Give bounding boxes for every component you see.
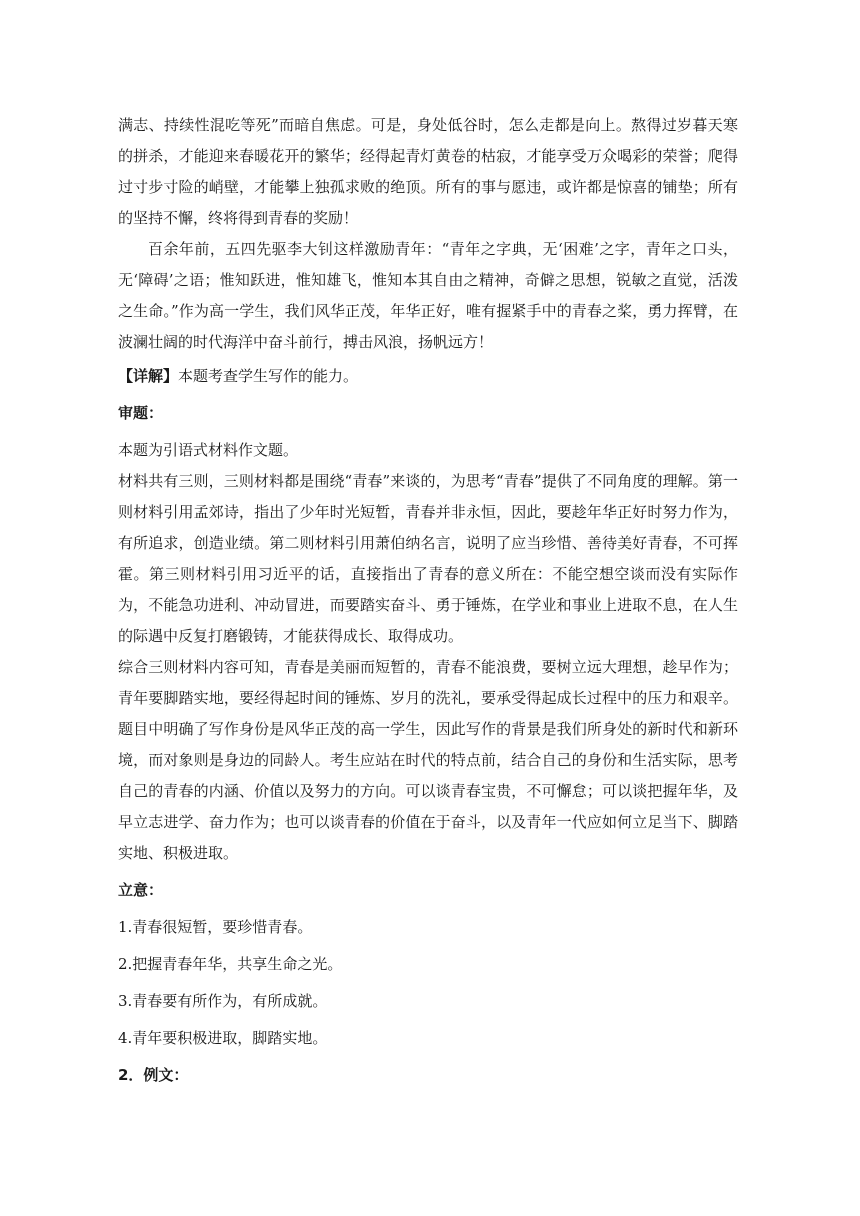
shenti-paragraph-3: 综合三则材料内容可知，青春是美丽而短暂的，青春不能浪费，要树立远大理想，趁早作为；青年要脚踏实地，要经得起时间的锤炼、岁月的洗礼，要承受得起成长过程中的压力和艰辛。题目中明确了写作身份是风华正茂的高一学生，因此写作的背景是我们所身处的新时代和新环境，而对象则是身边的同龄人。考生应站在时代的特点前，结合自己的身份和生活实际，思考自己的青春的内涵、价值以及努力的方向。可以谈青春宝贵，不可懈怠；可以谈把握年华，及早立志进学、奋力作为；也可以谈青春的价值在于奋斗，以及青年一代应如何立足当下、脚踏实地、积极进取。 bbox=[118, 658, 738, 862]
detail-line bbox=[118, 361, 738, 392]
shenti-paragraph-2: 材料共有三则，三则材料都是围绕“青春”来谈的，为思考“青春”提供了不同角度的理解。第一则材料引用孟郊诗，指出了少年时光短暂，青春并非永恒，因此，要趁年华正好时努力作为，有所追求，创造业绩。第二则材料引用萧伯纳名言，说明了应当珍惜、善待美好青春，不可挥霍。第三则材料引用习近平的话，直接指出了青春的意义所在：不能空想空谈而没有实际作为，不能急功进利、冲动冒进，而要踏实奋斗、勇于锤炼，在学业和事业上进取不息，在人生的际遇中反复打磨锻铸，才能获得成长、取得成功。 bbox=[118, 472, 738, 645]
shenti-paragraph-1: 本题为引语式材料作文题。 bbox=[118, 441, 299, 459]
example-heading: 2．例文： bbox=[118, 1066, 189, 1084]
document-page bbox=[118, 110, 738, 1091]
liyi-item-1: 1.青春很短暂，要珍惜青春。 bbox=[118, 918, 313, 936]
liyi-heading: 立意： bbox=[118, 881, 164, 899]
essay-paragraph-2: 百余年前，五四先驱李大钊这样激励青年：“青年之字典，无‘困难’之字，青年之口头，无‘障碍’之语；惟知跃进，惟知雄飞，惟知本其自由之精神，奇僻之思想，锐敏之直觉，活泼之生命。”作为高一学生，我们风华正茂，年华正好，唯有握紧手中的青春之桨，勇力挥臂，在波澜壮阔的时代海洋中奋斗前行，搏击风浪，扬帆远方！ bbox=[118, 240, 738, 351]
liyi-item-3: 3.青春要有所作为，有所成就。 bbox=[118, 992, 328, 1010]
liyi-item-2: 2.把握青春年华，共享生命之光。 bbox=[118, 955, 343, 973]
liyi-item-4: 4.青年要积极进取，脚踏实地。 bbox=[118, 1029, 328, 1047]
detail-text: 本题考查学生写作的能力。 bbox=[178, 367, 359, 385]
shenti-heading: 审题： bbox=[118, 404, 164, 422]
detail-label: 【详解】 bbox=[118, 367, 179, 385]
essay-paragraph-1: 满志、持续性混吃等死”而暗自焦虑。可是，身处低谷时，怎么走都是向上。熬得过岁暮天寒的拼杀，才能迎来春暖花开的繁华；经得起青灯黄卷的枯寂，才能享受万众喝彩的荣誉；爬得过寸步寸险的峭壁，才能攀上独孤求败的绝顶。所有的事与愿违，或许都是惊喜的铺垫；所有的坚持不懈，终将得到青春的奖励！ bbox=[118, 116, 738, 227]
